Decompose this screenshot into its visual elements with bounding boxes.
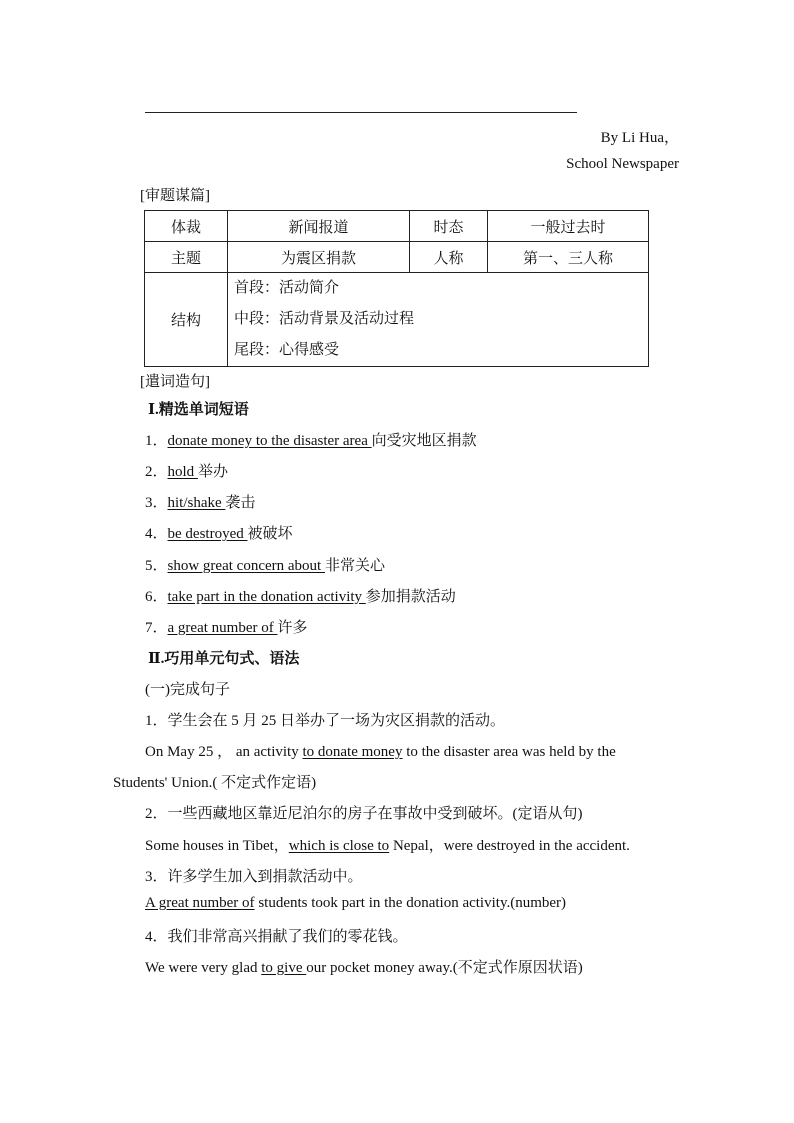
item-number: 7． — [145, 620, 168, 636]
structure-line: 尾段：心得感受 — [234, 342, 340, 358]
sentence-1-english — [145, 740, 679, 761]
phrase-item — [145, 616, 307, 637]
answer-blank-line — [145, 112, 577, 113]
phrase-answer: hit/shake — [167, 495, 226, 511]
sentence-answer: A great number of — [145, 895, 255, 911]
phrase-answer: a great number of — [167, 620, 278, 636]
table-cell: 第一、三人称 — [488, 242, 649, 273]
sentence-4-chinese: 4．我们非常高兴捐献了我们的零花钱。 — [145, 929, 408, 945]
phrase-meaning: 参加捐款活动 — [365, 589, 456, 605]
item-number: 1． — [145, 433, 168, 449]
sentence-4-english — [145, 956, 583, 977]
phrase-meaning: 向受灾地区捐款 — [371, 433, 477, 449]
item-number: 6． — [145, 589, 168, 605]
phrase-item — [145, 554, 385, 575]
sentence-suffix: our pocket money away.(不定式作原因状语) — [306, 960, 583, 976]
structure-cell — [228, 273, 649, 367]
analysis-table — [144, 210, 649, 367]
phrase-meaning: 许多 — [277, 620, 308, 636]
sentence-3-chinese: 3．许多学生加入到捐款活动中。 — [145, 869, 363, 885]
phrase-item — [145, 429, 477, 450]
phrase-answer: show great concern about — [167, 558, 325, 574]
sentence-2-chinese: 2．一些西藏地区靠近尼泊尔的房子在事故中受到破坏。(定语从句) — [145, 806, 583, 822]
sentence-suffix: to the disaster area was held by the — [402, 744, 616, 760]
part1-title: Ⅰ.精选单词短语 — [148, 402, 249, 418]
table-cell: 结构 — [145, 273, 228, 367]
phrase-item — [145, 585, 456, 606]
newspaper-name: School Newspaper — [566, 156, 679, 172]
phrase-meaning: 非常关心 — [324, 558, 385, 574]
table-cell: 主题 — [145, 242, 228, 273]
structure-line: 首段：活动简介 — [234, 280, 340, 296]
phrase-answer: hold — [167, 464, 198, 480]
table-cell: 时态 — [410, 211, 488, 242]
sentence-prefix: Some houses in Tibet， — [145, 838, 289, 854]
phrase-answer: donate money to the disaster area — [167, 433, 372, 449]
sentence-1-continuation: Students' Union.( 不定式作定语) — [113, 775, 317, 791]
phrase-answer: take part in the donation activity — [167, 589, 366, 605]
table-cell: 一般过去时 — [488, 211, 649, 242]
sentence-suffix: students took part in the donation activity.(number) — [254, 895, 567, 911]
sentence-prefix: On May 25 ， an activity — [145, 744, 303, 760]
phrase-meaning: 举办 — [197, 464, 228, 480]
table-row — [145, 273, 649, 367]
table-cell: 体裁 — [145, 211, 228, 242]
phrase-meaning: 被破坏 — [247, 526, 293, 542]
sentence-2-english — [145, 834, 630, 855]
part2-subtitle: (一)完成句子 — [145, 682, 230, 698]
item-number: 4． — [145, 526, 168, 542]
item-number: 2． — [145, 464, 168, 480]
analysis-heading: [审题谋篇] — [140, 188, 210, 204]
table-row — [145, 211, 649, 242]
sentence-answer: to give — [261, 960, 307, 976]
sentence-suffix: Nepal，were destroyed in the accident. — [389, 838, 630, 854]
sentence-answer: which is close to — [288, 838, 390, 854]
sentence-text — [145, 740, 616, 761]
sentence-answer: to donate money — [302, 744, 403, 760]
phrase-answer: be destroyed — [167, 526, 248, 542]
item-number: 3． — [145, 495, 168, 511]
wording-heading: [遣词造句] — [140, 374, 210, 390]
table-cell: 新闻报道 — [228, 211, 410, 242]
byline: By Li Hua， — [600, 130, 679, 146]
structure-line: 中段：活动背景及活动过程 — [234, 311, 415, 327]
sentence-prefix: We were very glad — [145, 960, 262, 976]
item-number: 5． — [145, 558, 168, 574]
sentence-1-chinese: 1．学生会在 5 月 25 日举办了一场为灾区捐款的活动。 — [145, 713, 506, 729]
phrase-meaning: 袭击 — [225, 495, 256, 511]
part2-title: Ⅱ.巧用单元句式、语法 — [148, 651, 300, 667]
table-cell: 人称 — [410, 242, 488, 273]
sentence-3-english — [145, 895, 566, 912]
table-row — [145, 242, 649, 273]
phrase-item — [145, 491, 255, 512]
phrase-item — [145, 522, 293, 543]
table-cell: 为震区捐款 — [228, 242, 410, 273]
phrase-item — [145, 460, 228, 481]
